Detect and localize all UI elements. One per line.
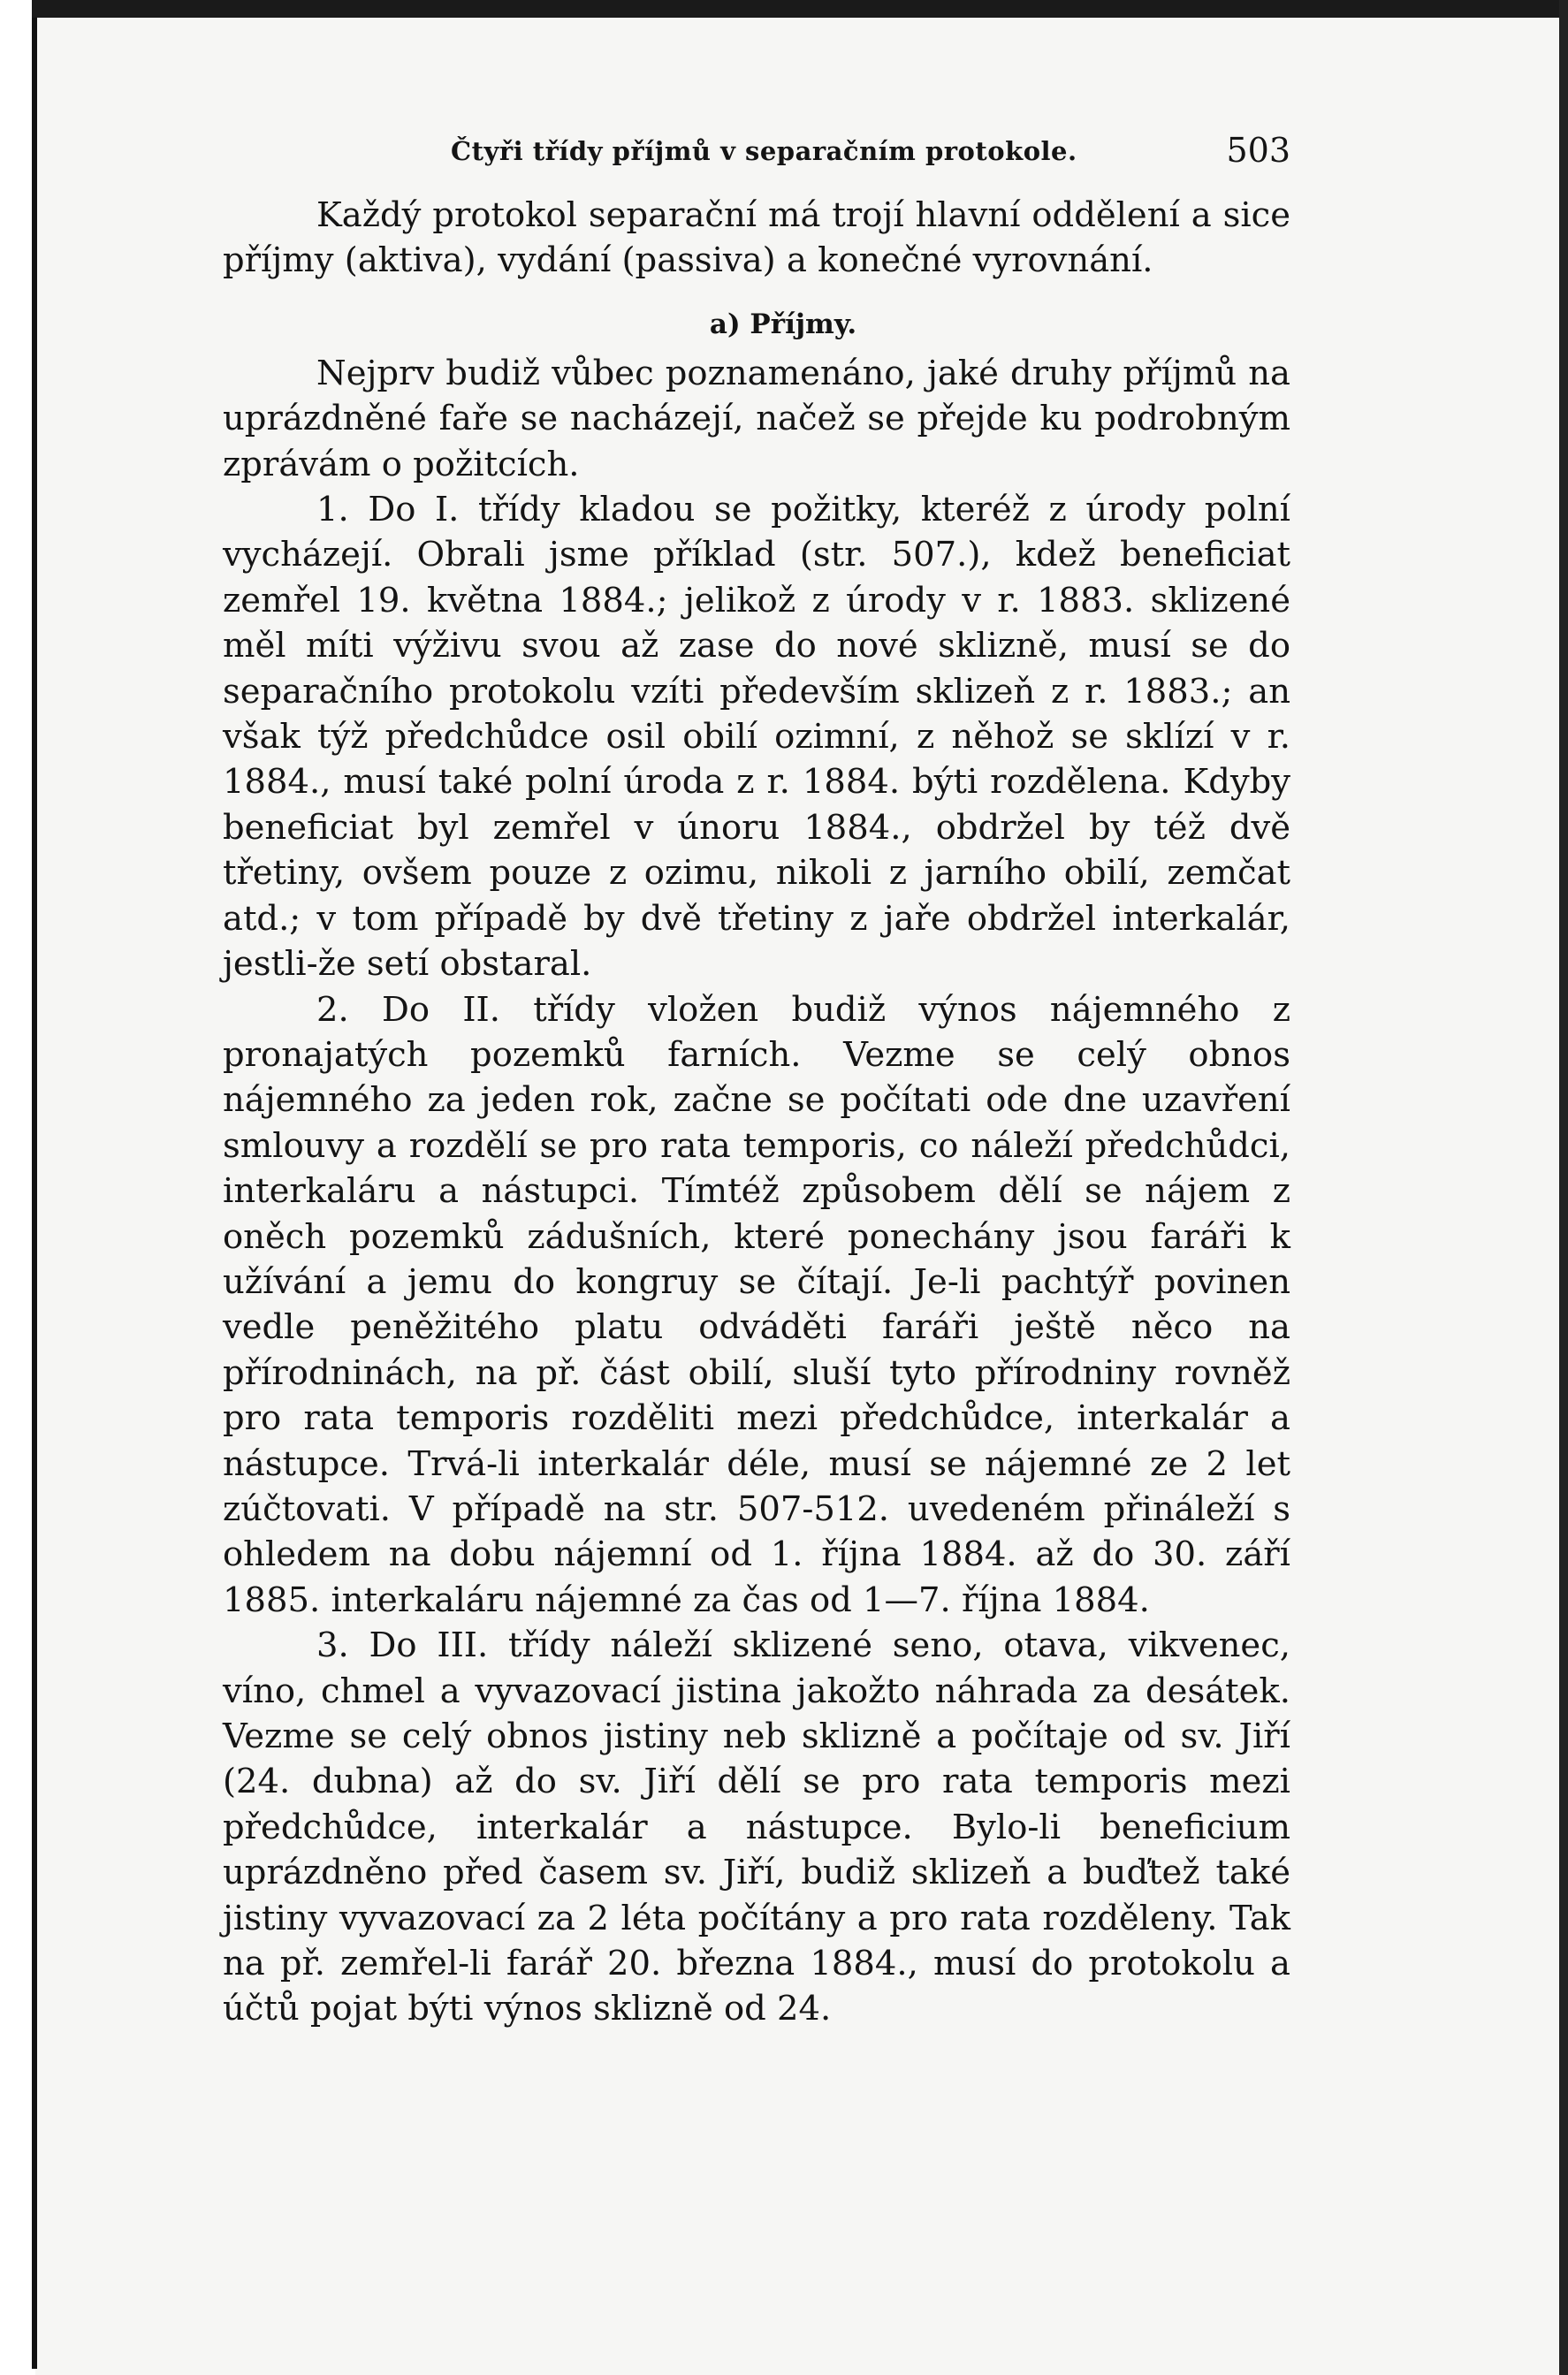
paragraph-class-three: 3. Do III. třídy náleží sklizené seno, otava, vikvenec, víno, chmel a vyvazovací jistina jakožto náhrada za desátek. Vezme se celý obnos jistiny neb sklizně a počítaje od sv. Jiří (24. dubna) až do sv. Jiří dělí se pro rata temporis mezi předchůdce, interkalár a nástupce. Bylo-li beneficium uprázdněno před časem sv. Jiří, budiž sklizeň a buďtež také jistiny vyvazovací za 2 léta počítány a pro rata rozděleny. Tak na př. zemřel-li farář 20. března 1884., musí do protokolu a účtů pojat býti výnos sklizně od 24. [223,1625,1290,2029]
scan-border-top [32,0,1568,18]
page-number: 503 [1226,131,1290,170]
running-title: Čtyři třídy příjmů v separačním protokole. [451,136,1077,166]
page-body [223,124,1290,2032]
scan-margin-left [0,0,35,2375]
scan-border-right [1559,0,1568,2375]
scan-binding-edge [32,18,37,2369]
paragraph-class-two: 2. Do II. třídy vložen budiž výnos nájemného z pronajatých pozemků farních. Vezme se celý obnos nájemného za jeden rok, začne se počítati ode dne uzavření smlouvy a rozdělí se pro rata temporis, co náleží předchůdci, interkaláru a nástupci. Tímtéž způsobem dělí se nájem z oněch pozemků zádušních, které ponechány jsou faráři k užívání a jemu do kongruy se čítají. Je-li pachtýř povinen vedle peněžitého platu odváděti faráři ještě něco na přírodninách, na př. část obilí, sluší tyto přírodniny rovněž pro rata temporis rozděliti mezi předchůdce, interkalár a nástupce. Trvá-li interkalár déle, musí se nájemné ze 2 let zúčtovati. V případě na str. 507-512. uvedeném přináleží s ohledem na dobu nájemní od 1. října 1884. až do 30. září 1885. interkaláru nájemné za čas od 1—7. října 1884. [223,989,1290,1620]
intro-paragraph: Každý protokol separační má trojí hlavní oddělení a sice příjmy (aktiva), vydání (passiva) a konečné vyrovnání. [223,195,1290,281]
section-heading: a) Příjmy. [709,308,857,340]
paragraph-class-one: 1. Do I. třídy kladou se požitky, kteréž z úrody polní vycházejí. Obrali jsme příklad (str. 507.), kdež beneficiat zemřel 19. května 1884.; jelikož z úrody v r. 1883. sklizené měl míti výživu svou až zase do nové sklizně, musí se do separačního protokolu vzíti především sklizeň z r. 1883.; an však týž předchůdce osil obilí ozimní, z něhož se sklízí v r. 1884., musí také polní úroda z r. 1884. býti rozdělena. Kdyby beneficiat byl zemřel v únoru 1884., obdržel by též dvě třetiny, ovšem pouze z ozimu, nikoli z jarního obilí, zemčat atd.; v tom případě by dvě třetiny z jaře obdržel interkalár, jestli-že setí obstaral. [223,490,1290,985]
running-head [223,124,1290,186]
paragraph-income-types: Nejprv budiž vůbec poznamenáno, jaké druhy příjmů na uprázdněné faře se nacházejí, načež se přejde ku podrobným zprávám o požitcích. [223,353,1290,484]
